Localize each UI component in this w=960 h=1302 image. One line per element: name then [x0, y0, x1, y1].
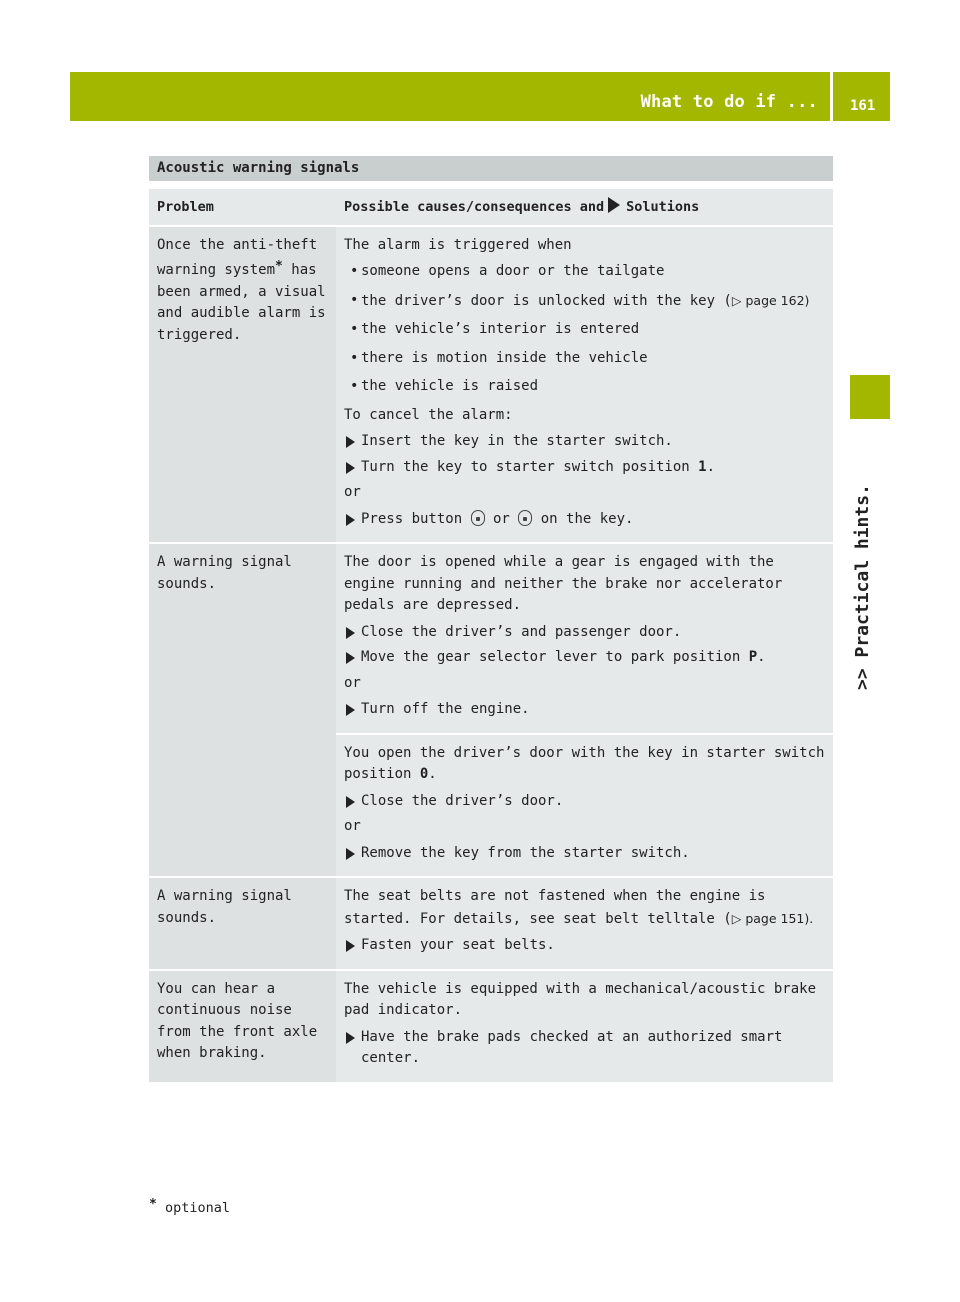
step-item [344, 457, 825, 479]
step-text: Fasten your seat belts. [361, 937, 555, 953]
problem-cell: A warning signal sounds. [149, 877, 336, 970]
lock-button-icon [518, 510, 532, 526]
list-item-text: the driver’s door is unlocked with the key ( [361, 292, 732, 309]
optional-marker: * [149, 1197, 157, 1212]
unlock-button-icon [471, 510, 485, 526]
footnote-text: optional [156, 1200, 230, 1216]
step-text: or [484, 510, 519, 527]
problem-text: Once the anti-theft warning system [157, 236, 318, 278]
or-text: or [344, 484, 361, 500]
step-arrow-icon [346, 462, 355, 474]
step-arrow-icon [346, 652, 355, 664]
problem-text-cont: has been armed, a visual and audible alarm is triggered. [157, 262, 326, 343]
solution-cell [336, 734, 833, 878]
step-arrow-icon [346, 796, 355, 808]
position-value: P [748, 649, 758, 665]
cause-text-part: You open the driver’s door with the key in starter switch position [344, 744, 825, 782]
position-value: 0 [419, 766, 429, 782]
page-number: 161 [833, 72, 890, 121]
side-tab-marker [850, 375, 890, 419]
step-item [344, 509, 825, 531]
solution-cell [336, 877, 833, 970]
cause-text: The alarm is triggered when [344, 236, 572, 253]
or-text: or [344, 818, 361, 834]
cancel-heading: To cancel the alarm: [344, 406, 513, 423]
step-text: Remove the key from the starter switch. [361, 844, 690, 861]
step-text: Turn the key to starter switch position [361, 458, 699, 475]
step-arrow-icon [346, 848, 355, 860]
step-text-end: on the key. [532, 510, 634, 527]
step-item [344, 622, 825, 644]
step-text: Close the driver’s door. [361, 792, 564, 809]
step-arrow-icon [346, 704, 355, 716]
step-arrow-icon [346, 940, 355, 952]
problem-cell [149, 226, 336, 544]
list-item: • the vehicle’s interior is entered [354, 319, 825, 341]
table-row [149, 970, 833, 1083]
table-row [149, 543, 833, 734]
list-item: • someone opens a door or the tailgate [354, 261, 825, 283]
cause-text-end: . [428, 766, 437, 782]
table-header-row [149, 189, 833, 226]
step-item [344, 699, 825, 721]
table-row [149, 226, 833, 544]
cause-text: The door is opened while a gear is engaged with the engine running and neither the brake nor accelerator pedals are depressed. [344, 554, 783, 613]
step-text: Move the gear selector lever to park position [361, 649, 749, 665]
position-value: 1 [698, 458, 707, 475]
cause-text: The vehicle is equipped with a mechanical/acoustic brake pad indicator. [344, 980, 817, 1018]
optional-marker: * [275, 259, 283, 274]
table-row [149, 877, 833, 970]
arrow-right-icon [608, 197, 620, 213]
cause-text-part: The seat belts are not fastened when the engine is started. For details, see seat belt telltale ( [344, 888, 766, 927]
solution-cell [336, 970, 833, 1083]
page-reference[interactable]: page 151). [741, 910, 814, 926]
header-bar [70, 72, 830, 121]
step-item [344, 935, 825, 957]
problem-cell: You can hear a continuous noise from the front axle when braking. [149, 970, 336, 1083]
section-title: Acoustic warning signals [149, 156, 833, 181]
problem-solution-table [149, 189, 833, 1084]
solution-cell [336, 543, 833, 734]
page-ref-triangle-icon: ▷ [731, 910, 742, 926]
cause-text [344, 886, 825, 930]
step-item [344, 1027, 825, 1070]
or-text: or [344, 674, 361, 691]
list-item: • the vehicle is raised [354, 376, 825, 398]
step-text: Press button [361, 510, 471, 527]
chapter-title: What to do if ... [640, 92, 818, 112]
page-ref-triangle-icon: ▷ [731, 292, 742, 308]
step-arrow-icon [346, 436, 355, 448]
step-text: Turn off the engine. [361, 701, 530, 717]
step-text-end: . [706, 458, 716, 475]
side-section-label: >> Practical hints. [852, 484, 873, 690]
footnote [149, 1197, 230, 1216]
solution-cell [336, 226, 833, 544]
column-header-solutions-label: Solutions [626, 199, 700, 215]
cause-text [344, 743, 825, 786]
step-text-end: . [757, 649, 766, 665]
list-item: • there is motion inside the vehicle [354, 348, 825, 370]
step-text: Have the brake pads checked at an authorized smart center. [361, 1028, 783, 1066]
step-arrow-icon [346, 1032, 355, 1044]
column-header-solutions [336, 189, 833, 226]
problem-cell: A warning signal sounds. [149, 543, 336, 877]
column-header-problem: Problem [149, 189, 336, 226]
step-text: Insert the key in the starter switch. [361, 433, 673, 449]
step-item [344, 843, 825, 865]
step-arrow-icon [346, 627, 355, 639]
step-text: Close the driver’s and passenger door. [361, 623, 682, 640]
step-arrow-icon [346, 514, 355, 526]
column-header-causes: Possible causes/consequences and [344, 199, 605, 215]
step-item [344, 431, 825, 453]
page-reference[interactable]: page 162) [741, 292, 810, 308]
list-item [354, 290, 825, 313]
step-item [344, 647, 825, 669]
step-item [344, 791, 825, 813]
